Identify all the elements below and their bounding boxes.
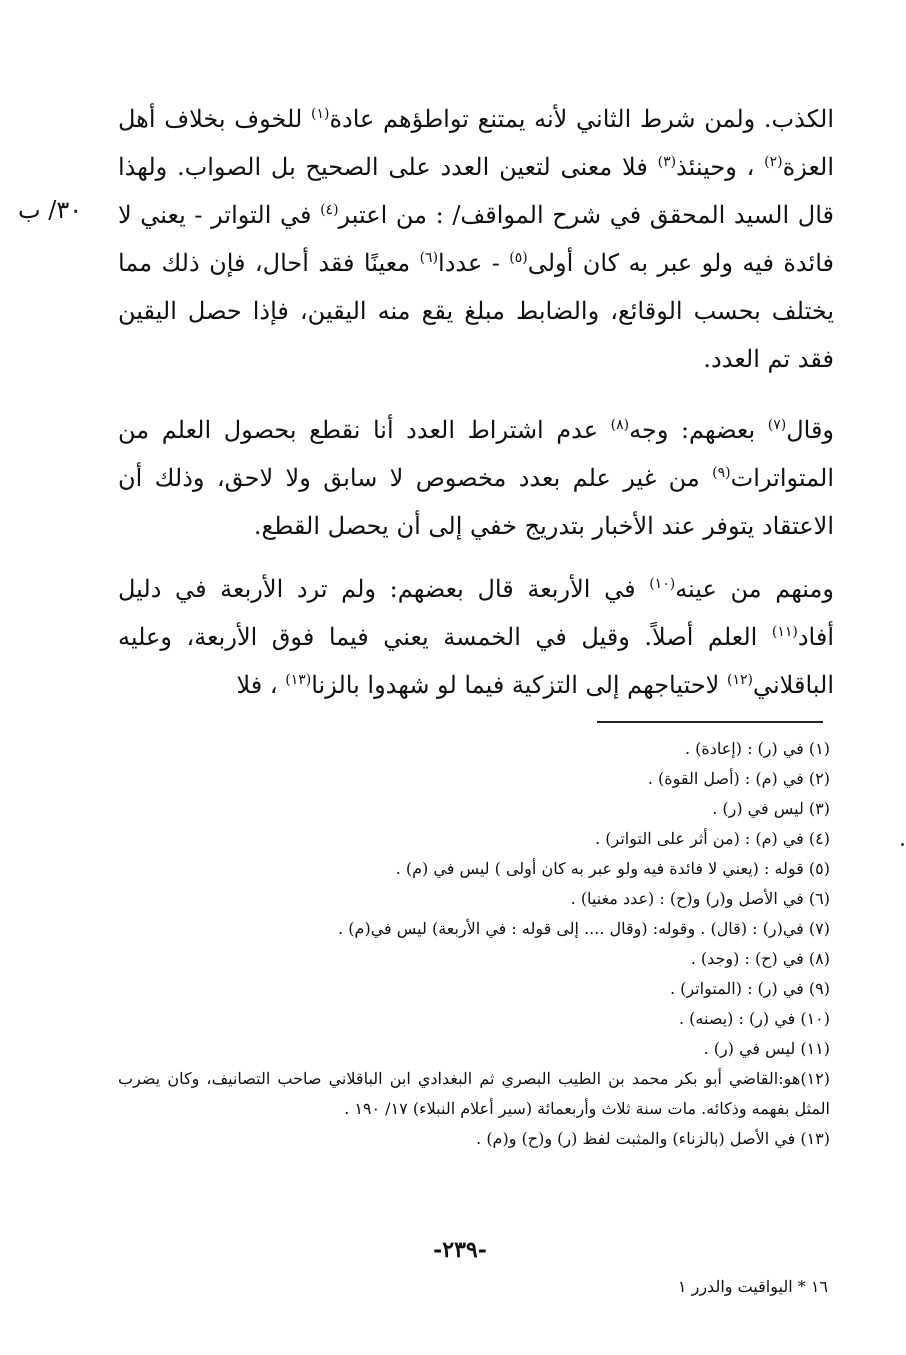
footnote-5: (٥) قوله : (يعني لا فائدة فيه ولو عبر به كان أولى ) ليس في (م) . <box>395 859 830 878</box>
footnote-reference-mark: (٦) <box>419 250 439 266</box>
footnote-8: (٨) في (ح) : (وجد) . <box>690 949 830 968</box>
footnote-4: (٤) في (م) : (من أثر على التواتر) . <box>595 829 830 848</box>
folio-margin-note: ٣٠/ ب <box>18 196 83 224</box>
footnote-reference-mark: (١١) <box>771 624 798 640</box>
footnote-3: (٣) ليس في (ر) . <box>712 799 830 818</box>
paragraph-text-run: ، وحينئذ <box>676 153 765 181</box>
scan-speck <box>901 843 904 846</box>
footnote-6: (٦) في الأصل و(ر) و(ح) : (عدد مغنيا) . <box>570 889 830 908</box>
footnote-reference-mark: (٥) <box>509 250 528 266</box>
footnote-reference-mark: (٢) <box>764 154 783 170</box>
footnote-1: (١) في (ر) : (إعادة) . <box>684 739 830 758</box>
footnote-separator-rule <box>597 721 823 723</box>
paragraph-text-run: وقال <box>786 416 835 444</box>
footnote-reference-mark: (١٠) <box>649 576 676 592</box>
footnote-2: (٢) في (م) : (أصل القوة) . <box>647 769 830 788</box>
paragraph-text-run: بعضهم: وجه <box>629 416 768 444</box>
paragraph-text-run: عدم اشتراط العدد أنا نقطع بحصول العلم من المتواترات <box>118 416 834 492</box>
paragraph-text-run: - عددا <box>438 249 510 277</box>
footnote-10: (١٠) في (ر) : (يصنه) . <box>679 1009 830 1028</box>
body-paragraph-2 <box>118 406 834 550</box>
footnote-reference-mark: (١٣) <box>285 672 312 688</box>
footnote-reference-mark: (٨) <box>610 417 630 433</box>
footnote-reference-mark: (١٢) <box>727 672 753 688</box>
paragraph-text-run: في التواتر - يعني لا فائدة فيه ولو عبر به كان أولى <box>118 201 834 277</box>
footnote-9: (٩) في (ر) : (المتواتر) . <box>669 979 830 998</box>
footnote-12: (١٢)هو:القاضي أبو بكر محمد بن الطيب البصري ثم البغدادي ابن الباقلاني صاحب التصانيف، وكان يضرب المثل بفهمه وذكائه. مات سنة ثلاث وأربعمائة (سير أعلام النبلاء) ١٧/ ١٩٠ . <box>118 1069 830 1118</box>
footnote-13: (١٣) في الأصل (بالزناء) والمثبت لفظ (ر) و(ح) و(م) . <box>476 1129 830 1148</box>
body-paragraph-1 <box>118 95 834 383</box>
paragraph-text-run: في الأربعة قال بعضهم: ولم ترد الأربعة في دليل أفاد <box>118 575 834 651</box>
footnote-11: (١١) ليس في (ر) . <box>703 1039 830 1058</box>
paragraph-text-run: لاحتياجهم إلى التزكية فيما لو شهدوا بالزنا <box>311 671 727 699</box>
footnote-7: (٧) في(ر) : (قال) . وقوله: (وقال .... إلى قوله : في الأربعة) ليس في(م) . <box>338 919 830 938</box>
paragraph-text-run: للخوف بخلاف أهل العزة <box>118 105 834 181</box>
paragraph-text-run: فلا معنى لتعين العدد على الصحيح بل الصواب. ولهذا قال السيد المحقق في شرح المواقف/ : من اعتبر <box>118 153 834 229</box>
signature-mark: ١٦ * اليواقيت والدرر ١ <box>677 1277 828 1296</box>
footnote-reference-mark: (٤) <box>320 202 339 218</box>
footnote-reference-mark: (٩) <box>712 465 731 481</box>
paragraph-text-run: من غير علم بعدد مخصوص لا سابق ولا لاحق، وذلك أن الاعتقاد يتوفر عند الأخبار بتدريج خفي إلى أن يحصل القطع. <box>118 464 834 540</box>
paragraph-text-run: معينًا فقد أحال، فإن ذلك مما يختلف بحسب الوقائع، والضابط مبلغ يقع منه اليقين، فإذا حصل اليقين فقد تم العدد. <box>118 249 834 373</box>
footnote-reference-mark: (٧) <box>767 417 787 433</box>
footnote-reference-mark: (١) <box>310 106 330 122</box>
paragraph-text-run: العلم أصلاً. وقيل في الخمسة يعني فيما فوق الأربعة، وعليه الباقلاني <box>118 623 834 699</box>
paragraph-text-run: الكذب. ولمن شرط الثاني لأنه يمتنع تواطؤهم عادة <box>329 105 834 133</box>
footnote-reference-mark: (٣) <box>657 154 677 170</box>
page-number: -٢٣٩- <box>433 1237 487 1263</box>
paragraph-text-run: ومنهم من عينه <box>675 575 834 603</box>
footnotes-section <box>118 734 830 1154</box>
paragraph-text-run: ، فلا <box>236 671 286 699</box>
body-paragraph-3 <box>118 565 834 709</box>
